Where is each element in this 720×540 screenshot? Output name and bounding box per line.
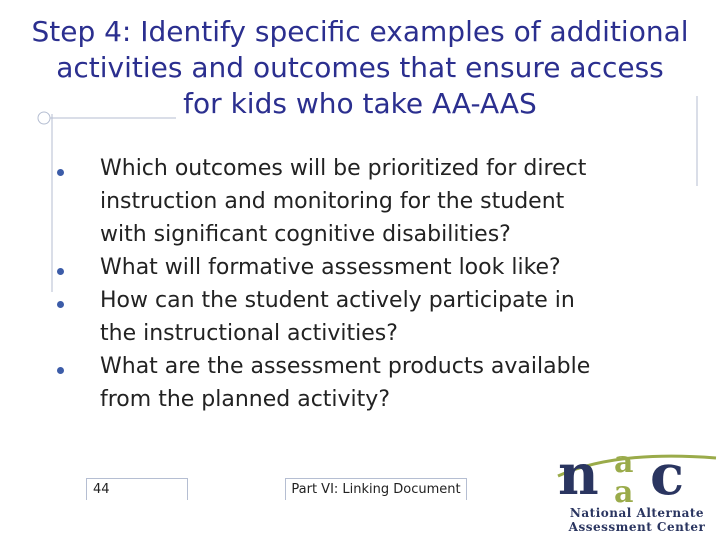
title-line: for kids who take AA-AAS — [183, 87, 537, 120]
bullet-line: What are the assessment products available — [100, 354, 591, 379]
bullet-dot-icon — [57, 301, 64, 308]
logo-name-line: National Alternate — [569, 506, 705, 520]
logo-letter: n — [558, 442, 599, 506]
logo-letter: a — [614, 445, 634, 480]
bullet-line: What will formative assessment look like? — [100, 255, 561, 280]
footer-section-label: Part VI: Linking Document — [285, 478, 467, 500]
naac-logo — [556, 436, 718, 536]
bullet-dot-icon — [57, 367, 64, 374]
title-line: activities and outcomes that ensure access — [56, 51, 664, 84]
bullet-item — [52, 152, 662, 251]
bullet-list — [52, 152, 662, 416]
bullet-line: instruction and monitoring for the student — [100, 189, 565, 214]
bullet-item — [52, 251, 662, 284]
page-number: 44 — [86, 478, 188, 500]
title-line: Step 4: Identify specific examples of additional — [31, 15, 689, 48]
logo-name-line: Assessment Center — [568, 520, 706, 534]
logo-letter: a — [614, 475, 634, 506]
bullet-line: with significant cognitive disabilities? — [100, 222, 511, 247]
bullet-item — [52, 350, 662, 416]
logo-letter: c — [650, 442, 685, 506]
bullet-item — [52, 284, 662, 350]
bullet-line: Which outcomes will be prioritized for direct — [100, 156, 587, 181]
slide-title — [20, 14, 700, 122]
bullet-dot-icon — [57, 169, 64, 176]
naac-logo-mark — [556, 436, 718, 506]
bullet-line: the instructional activities? — [100, 321, 398, 346]
bullet-line: from the planned activity? — [100, 387, 390, 412]
bullet-dot-icon — [57, 268, 64, 275]
bullet-line: How can the student actively participate in — [100, 288, 575, 313]
